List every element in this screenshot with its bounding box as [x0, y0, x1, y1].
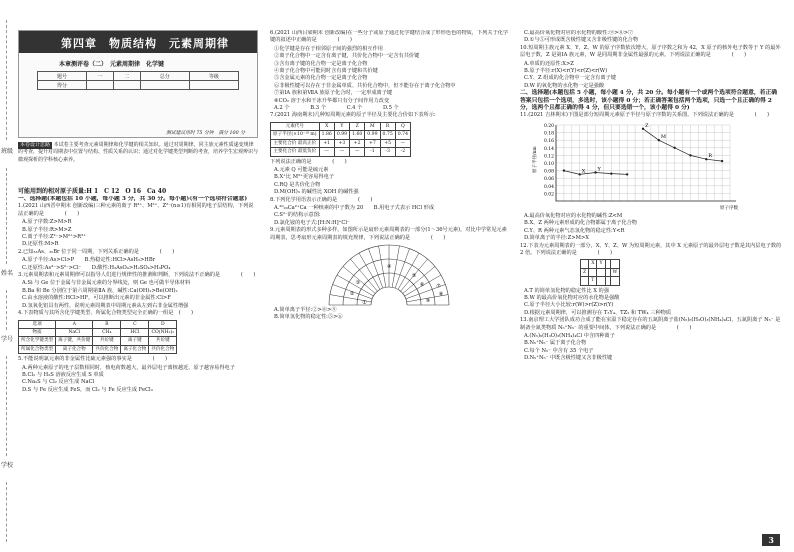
y-tick-label: 0.10 — [543, 161, 554, 167]
table-cell: CO(NH₂)₂ — [149, 328, 177, 336]
answer-option: A.T 的简单氢化物的稳定性比 X 的强 — [524, 287, 609, 294]
y-tick-label: 0.20 — [543, 123, 554, 129]
table-cell — [610, 260, 620, 268]
table-cell — [581, 260, 589, 268]
table-cell: 0.75 — [380, 131, 395, 139]
table-cell: +1 — [319, 139, 334, 147]
table-cell: — — [350, 148, 365, 156]
answer-option: D.N₅⁺N₅⁻ 中既含极性键又含非极性键 — [524, 355, 613, 362]
table-cell — [589, 268, 597, 276]
data-point — [689, 154, 691, 156]
answer-option: D.氢氧化铝具有两性，说明元素周期表中周期元素从左到右非金属性增强 — [22, 302, 189, 309]
answer-option: C.每个 N₅⁻ 中含有 35 个电子 — [524, 347, 594, 354]
point-label: M — [660, 134, 666, 141]
question-stem: 下列说法正确的是 ( ) — [270, 158, 347, 165]
answer-option: A.Si 与 Ge 位于金属与非金属元素的分界线处，则 Ge 也可做半导体材料 — [22, 280, 191, 287]
answer-option: ⑧CO₂ 溶于水和干冰升华都只有分子间作用力改变 — [274, 97, 390, 104]
table-cell: HCl — [121, 328, 149, 336]
element-marker: ⑨ — [425, 298, 431, 305]
element-marker: ⑤ — [411, 272, 417, 279]
answer-option: B.X⁺比 M³⁺更容易得电子 — [274, 174, 334, 181]
fan-spoke — [403, 266, 435, 293]
table-cell: — — [395, 139, 410, 147]
element-marker: ③ — [355, 280, 360, 287]
table-cell: 共价化合物 — [149, 345, 177, 353]
point-label: X — [581, 168, 586, 175]
answer-option: ④离子化合物中可能同时含有离子键和共价键 — [274, 68, 378, 75]
table-cell: -1 — [365, 148, 380, 156]
answer-option: D.氯化铵的电子式:[H:N:H]⁺Cl⁻ — [274, 219, 350, 226]
element-marker: ⑥ — [419, 282, 425, 289]
table-row — [271, 122, 411, 130]
table-cell: B — [93, 320, 121, 328]
table-cell: +5 — [380, 139, 395, 147]
table-cell: R — [380, 122, 395, 130]
table-cell — [610, 277, 620, 285]
data-point — [705, 158, 707, 160]
answer-option: C.最高价氧化物对应的水化物的酸性:⑨>⑧>⑦ — [524, 30, 634, 36]
data-point — [642, 127, 644, 129]
data-point — [594, 171, 596, 173]
answer-option: A.元素 Q 可能是硫元素 — [274, 166, 329, 173]
table-row — [271, 148, 411, 156]
question-stem: 12.下表为元素周期表的一部分，X、Y、Z、W 为短周期元素，其中 X 元素原子的最外层电子数是其内层电子数的 2 倍。下列说法正确的是 ( ) — [520, 242, 782, 256]
data-point — [626, 173, 628, 175]
table-cell — [581, 277, 589, 285]
table-row — [19, 337, 177, 345]
intro-text: 本试卷主要考查元素周期律和化学键的相关知识。通过对周期律，同主族元素性质递变规律的考查，提升对周期表中位置与结构、性质关系的认识；通过对化学键类型判断的考查，培养学生宏观辨识与微观探析的学科核心素养。 — [18, 142, 259, 163]
answer-option: A.单质的还原性:X>Z — [524, 60, 574, 67]
table-cell: 物质 — [19, 328, 56, 336]
chapter-title: 第四章 物质结构 元素周期律 — [61, 37, 229, 50]
answer-option: B.N₅⁺N₅⁻ 属于离子化合物 — [524, 340, 587, 347]
answer-option: C.离子半径:Z²⁻>M²⁺>R³⁺ — [22, 234, 86, 241]
chapter-bar — [19, 31, 257, 53]
table-cell: X — [319, 122, 334, 130]
margin-label-name: 姓名 — [1, 270, 14, 277]
answer-option: B.原子半径:r(X)<r(Y)<r(Z)<r(W) — [524, 68, 608, 75]
table-cell: 共价键 — [93, 337, 121, 345]
score-cell — [113, 81, 140, 90]
column-left — [18, 196, 258, 542]
question-stem: 2.已知₃₃As、₃₅Br 位于同一周期，下列关系正确的是 ( ) — [18, 248, 175, 255]
table-cell — [597, 268, 605, 276]
table-cell: 所含化学键类型 — [19, 337, 56, 345]
table-cell: CH₄ — [93, 328, 121, 336]
table-cell: 0.99 — [334, 131, 349, 139]
answer-option: B.简单氢化物的稳定性:⑤>⑥ — [274, 314, 343, 321]
radius-chart — [530, 121, 750, 213]
question-stem: 6.(2021 山西吕梁期末 创新改编)在一些分子或原子通过化学键结合成了形形色色的物质，下列关于化学键的叙述中正确的是 ( ) — [270, 30, 509, 44]
table-cell: -2 — [395, 148, 410, 156]
answer-option: A.最高价氧化物对应的水化物的碱性:Z<M — [524, 212, 623, 219]
page-number: 3 — [762, 534, 780, 546]
table-cell: +3 — [334, 139, 349, 147]
answer-option: ⑥非极性键可以存在于非金属单质、共价化合物中，但不能存在于离子化合物中 — [274, 82, 456, 89]
score-cell: 等级 — [189, 72, 238, 81]
answer-option: ⑦第ⅠA 族和第ⅦA 族原子化合时，一定形成离子键 — [274, 90, 393, 97]
question-stem: 9.元素周期表的形式多种多样，如图所示是扇形元素周期表的一部分(1～36号元素)，对比中学常见元素周期表，思考扇形元素周期表的填充规律，下列说法正确的是 ( ) — [270, 227, 507, 241]
answer-option: D.M(OH)₃ 的碱性比 XOH 的碱性强 — [274, 189, 359, 196]
answer-option: B.Cl₂ 与 H₂S 溶液反应生成 S 单质 — [22, 371, 104, 378]
data-point — [673, 146, 675, 148]
point-label: Y — [597, 166, 601, 173]
table-cell: 0.99 — [365, 131, 380, 139]
data-point — [721, 160, 723, 162]
table-row — [271, 139, 411, 147]
table-row — [271, 131, 411, 139]
y-tick-label: 0.12 — [543, 154, 554, 160]
answer-option: D.S 与 Fe 反应生成 FeS，而 Cl₂ 与 Fe 反应生成 FeCl₃ — [22, 386, 153, 393]
score-cell: 题号 — [38, 72, 87, 81]
y-tick-label: 0.02 — [543, 192, 554, 198]
table-cell: C — [121, 320, 149, 328]
column-right — [520, 30, 782, 542]
answer-option: B.Ba 和 Be 分别位于第六周期第ⅡA 族，碱性:Ca(OH)₂>Be(OH)₂ — [22, 287, 178, 294]
point-label: Z — [645, 122, 649, 129]
table-cell: 元素代号 — [271, 122, 320, 130]
question-stem: 5.不能说明氯元素的非金属性比硫元素强的事实是 ( ) — [18, 356, 168, 363]
answer-option: B.原子半径:R>M>Z — [22, 226, 72, 233]
cut-line — [6, 168, 7, 264]
element-marker: ④ — [387, 263, 392, 270]
y-tick-label: 0.08 — [543, 169, 554, 175]
answer-option: C.Na₂S 与 Cl₂ 反应生成 NaCl — [22, 379, 95, 386]
table-cell: T — [589, 277, 597, 285]
answer-option: A.两种元素原子的电子层数相同时，核电荷数越大，最外层电子离核越近，原子越容易得电子 — [22, 364, 235, 371]
table-cell: 主要化合价 最高正价 — [271, 139, 320, 147]
answer-option: D.①与⑤可形成既含极性键又含非极性键的化合物 — [524, 37, 639, 44]
table-cell: +7 — [365, 139, 380, 147]
question-stem: 11.(2021 吉林期末)下图是部分短周期元素原子半径与原子序数的关系图。下列说法正确的是 ( ) — [520, 112, 770, 119]
table-row — [581, 268, 620, 276]
element-marker: ⑦ — [436, 283, 441, 290]
cut-line — [6, 356, 7, 456]
x-axis-label: 原子序数 — [720, 205, 738, 211]
y-tick-label: 0.06 — [543, 177, 554, 183]
table-cell: 离子键，共价键 — [56, 337, 93, 345]
data-point — [610, 172, 612, 174]
design-intro — [18, 142, 258, 164]
table-cell: -3 — [380, 148, 395, 156]
table-cell: — — [334, 148, 349, 156]
cut-line — [6, 20, 7, 140]
answer-option: A.原子半径:As>Cl>P B.热稳定性:HCl>AsH₃>HBr — [22, 257, 156, 264]
table-cell: 主要化合价 最低负价 — [271, 148, 320, 156]
table-cell: — — [319, 148, 334, 156]
y-tick-label: 0.14 — [543, 146, 554, 152]
answer-option: D.简单离子的半径:Z>M>X — [524, 235, 589, 242]
table-cell: 1.86 — [319, 131, 334, 139]
table-cell: NaCl — [56, 328, 93, 336]
answer-option: A.²⁰₂₀Ca²⁺Ca 一种核素的中子数为 20 B.用电子式表示 HCl 形成 — [274, 204, 435, 211]
data-point — [563, 169, 565, 171]
table-cell: Z — [581, 268, 589, 276]
table-row — [19, 320, 177, 328]
table-cell: X — [589, 260, 597, 268]
bond-type-table — [18, 320, 177, 355]
table-cell: +2 — [350, 139, 365, 147]
element-marker: ② — [349, 290, 355, 297]
answer-option: A.原子序数:Z>M>R — [22, 219, 72, 226]
answer-option: A.简单离子半径:②>⑧>⑨ — [274, 306, 337, 313]
fan-spoke — [392, 246, 399, 287]
element-marker: ① — [362, 299, 367, 306]
score-cell: 二 — [113, 72, 140, 81]
y-tick-label: 0.16 — [543, 139, 554, 145]
answer-option: ⑤含金属元素的化合物一定是离子化合物 — [274, 75, 368, 82]
table-cell: A — [56, 320, 93, 328]
data-point — [579, 173, 581, 175]
answer-option: C.原子半径大小比较:r(W)>r(Z)>r(Y) — [524, 302, 614, 309]
table-cell: 共价化合物 — [93, 345, 121, 353]
table-cell: Y — [597, 260, 605, 268]
table-cell: Q — [395, 122, 410, 130]
table-row — [19, 328, 177, 336]
table-row — [581, 277, 620, 285]
table-row — [19, 345, 177, 353]
question-stem: 13.南京理工大学团队成功合成了能在室温下稳定存在的五氮阴离子盐(N₅)₆(H₃O)₃(NH₄)₄Cl，五氮阴离子 N₅⁻ 是制备全氮类物质 N₅⁺N₅⁻ 的重要中间体，下列说法正确的是 ( ) — [520, 317, 781, 331]
section-heading: 二、选择题(本题包括 5 小题，每小题 4 分，共 20 分。每小题有一个或两个选项符合题意，若正确答案只包括一个选项，多选时，该小题得 0 分；若正确答案包括两个选项，只选一个且正确的得 2 分，选两个且都正确的得 4 分，但只要选错一个，该小题得 0 分) — [520, 90, 778, 112]
test-subtitle: 本章测评卷（二） 元素周期律 化学键 — [59, 61, 165, 68]
answer-option: C.由水溶液的酸性:HCl>HF，可以推断出元素的非金属性:Cl>F — [22, 295, 171, 302]
score-cell: 一 — [87, 72, 114, 81]
element-marker: ⑧ — [438, 291, 444, 298]
score-cell — [87, 81, 114, 90]
answer-option: ①化学键是存在于相邻原子间的强烈的相互作用 — [274, 45, 383, 52]
fan-spoke — [350, 259, 377, 291]
question-stem: 3.元素周期表和元素周期律可以指导人们进行规律性的推测和判断，下列说法不正确的是 ( ) — [18, 272, 256, 279]
periodic-fragment-table — [580, 259, 620, 285]
score-table — [37, 71, 239, 90]
table-cell: 离子化合物 — [56, 345, 93, 353]
answer-option: D.W 的氧化物的水化物一定是强酸 — [524, 82, 605, 89]
answer-option: C.RQ 是共价化合物 — [274, 181, 321, 188]
answer-option: ③含有离子键的化合物一定是离子化合物 — [274, 60, 368, 67]
section-heading: 一、选择题(本题包括 10 小题，每小题 3 分，共 30 分。每小题只有一个选项符合题意) — [18, 196, 248, 202]
table-cell: M — [365, 122, 380, 130]
y-tick-label: 0.18 — [543, 131, 554, 137]
y-axis-label: 原子半径/nm — [533, 146, 538, 173]
table-cell: 0.74 — [395, 131, 410, 139]
answer-option: B.X、Z 两种元素形成的化合物都属于离子化合物 — [524, 220, 637, 227]
y-tick-label: 0.04 — [543, 184, 554, 190]
answer-option: B.W 的最高价氧化物对应的水化物是强酸 — [524, 294, 620, 301]
table-cell: 选项 — [19, 320, 56, 328]
answer-option: D.根据元素周期律，可以推测存在 T₃Y₄、TZ₂ 和 TW₄ 三种物质 — [524, 309, 672, 316]
score-row — [38, 72, 239, 81]
point-label: R — [708, 153, 713, 160]
column-middle — [270, 30, 510, 542]
score-cell: 总分 — [140, 72, 189, 81]
score-cell — [140, 81, 189, 90]
score-row — [38, 81, 239, 90]
intro-tag: 本卷设计思路 — [20, 142, 51, 148]
fan-periodic-table — [274, 243, 504, 307]
question-stem: 1.(2021 山西晋中期末 创新改编)三种元素的离子 R³⁺、M²⁺、Z²⁻(n≥1)有相同的电子层结构，下列说法正确的是 ( ) — [18, 203, 254, 217]
score-cell: 得分 — [38, 81, 87, 90]
table-cell: 离子化合物 — [121, 345, 149, 353]
margin-label-school: 学校 — [1, 462, 14, 469]
table-cell: 共价键 — [149, 337, 177, 345]
answer-option: C.Y、Z 组成的化合物中一定含有离子键 — [524, 75, 616, 82]
score-cell — [189, 81, 238, 90]
answer-option: C.还原性:As³⁻>S²⁻>Cl⁻ D.酸性:H₃AsO₄>H₂SO₄>H₃PO₄ — [22, 264, 171, 271]
answer-option: D.还原性:M>R — [22, 241, 59, 248]
table-cell: Y — [334, 122, 349, 130]
answer-option: C.Y、R 两种元素气态氢化物的稳定性:Y<R — [524, 227, 625, 234]
table-cell: Z — [350, 122, 365, 130]
table-cell: D — [149, 320, 177, 328]
fan-spoke — [379, 246, 386, 287]
data-point — [658, 139, 660, 141]
cut-line — [6, 482, 7, 542]
table-cell: 原子半径(×10⁻¹⁰ m) — [271, 131, 320, 139]
binding-margin — [0, 0, 14, 552]
answer-option: C.S²⁻的结构示意图: — [274, 212, 321, 219]
time-note: 测试建议用时 75 分钟 满分 100 分 — [166, 131, 245, 136]
question-stem: 8.下列化学用语表示正确的是 ( ) — [270, 196, 373, 203]
cut-line — [6, 290, 7, 330]
element-property-table — [270, 122, 411, 157]
margin-label-class: 班级 — [1, 148, 14, 155]
question-stem: 10.短周期主族元素 X、Y、Z、W 的原子序数依次增大，原子序数之和为 42，X 原子的核外电子数等于 Y 的最外层电子数，Z 是第ⅠA 族元素，W 是同周期非金属性最强的元素。下列说法正确的是 ( ) — [520, 44, 781, 59]
question-stem: 4.下表物质与其所含化学键类型、所属化合物类型完全正确的一组是 ( ) — [18, 310, 193, 317]
answer-option: A.(N₅)₆(H₃O)₃(NH₄)₄Cl 中含四种离子 — [524, 332, 615, 339]
table-cell — [597, 277, 605, 285]
table-cell: 1.60 — [350, 131, 365, 139]
answer-option: A.2 个 B.3 个 C.4 个 D.5 个 — [274, 105, 399, 112]
chapter-header — [18, 30, 258, 138]
table-cell: W — [610, 268, 620, 276]
table-row — [581, 260, 620, 268]
atomic-masses: 可能用到的相对原子质量:H 1 C 12 O 16 Ca 40 — [18, 188, 167, 195]
answer-option: ②离子化合物中一定含有离子键，共价化合物中一定含有共价键 — [274, 53, 420, 60]
table-cell: 所属化合物类型 — [19, 345, 56, 353]
table-cell: 离子键 — [121, 337, 149, 345]
margin-label-number: 学号 — [1, 336, 14, 343]
question-stem: 7.(2021 海南期末)几种短周期元素的原子半径及主要化合价如下表所示: — [270, 112, 436, 119]
